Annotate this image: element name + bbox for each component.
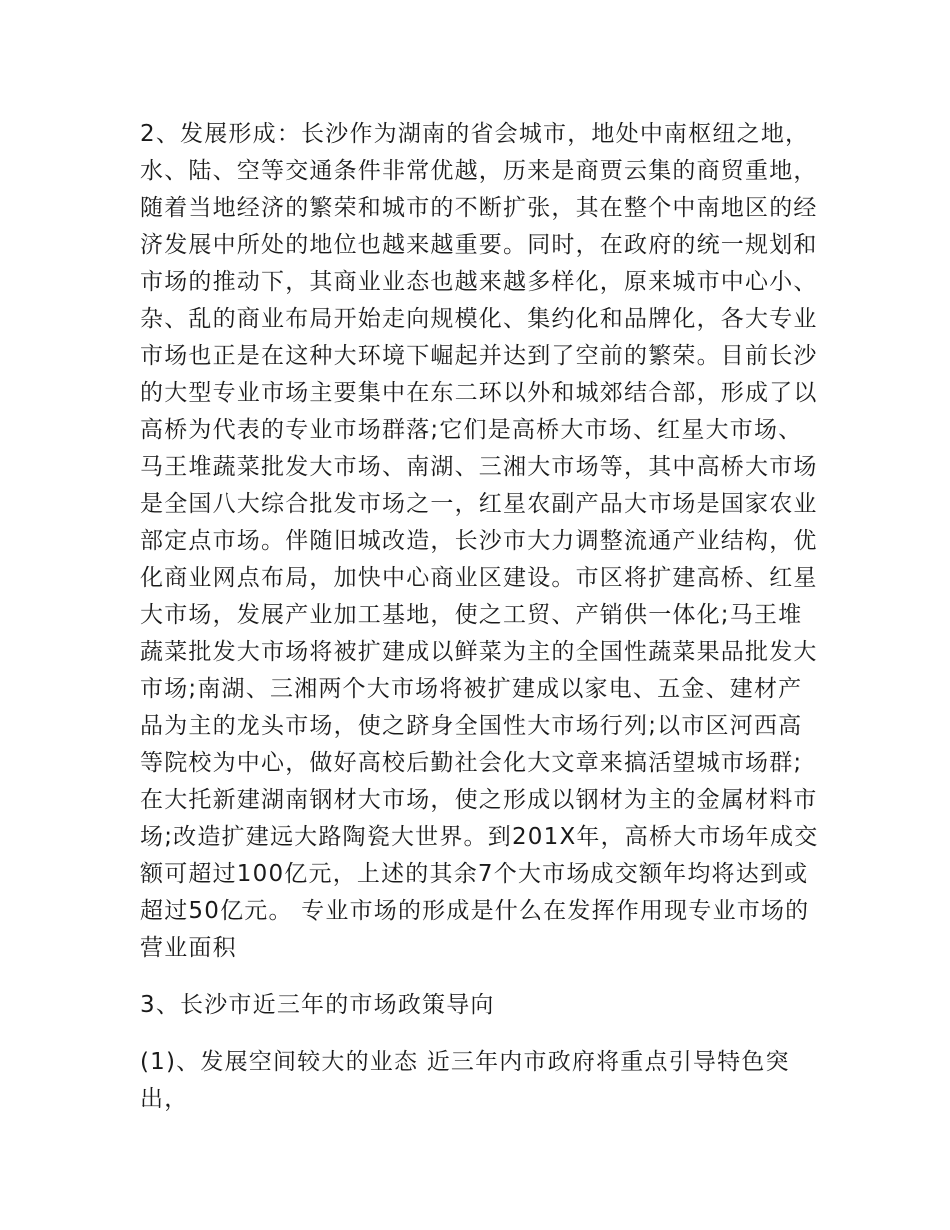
paragraph-growth-formats: (1)、发展空间较大的业态 近三年内市政府将重点引导特色突出， <box>140 1049 790 1112</box>
section-heading-market-policy: 3、长沙市近三年的市场政策导向 <box>140 992 495 1018</box>
document-body <box>140 116 820 1118</box>
paragraph-development-formation: 2、发展形成：长沙作为湖南的省会城市，地处中南枢纽之地，水、陆、空等交通条件非常优越，历来是商贾云集的商贸重地，随着当地经济的繁荣和城市的不断扩张，其在整个中南地区的经济发展中所处的地位也越来越重要。同时，在政府的统一规划和市场的推动下，其商业业态也越来越多样化，原来城市中心小、杂、乱的商业布局开始走向规模化、集约化和品牌化，各大专业市场也正是在这种大环境下崛起并达到了空前的繁荣。目前长沙的大型专业市场主要集中在东二环以外和城郊结合部，形成了以高桥为代表的专业市场群落;它们是高桥大市场、红星大市场、马王堆蔬菜批发大市场、南湖、三湘大市场等，其中高桥大市场是全国八大综合批发市场之一，红星农副产品大市场是国家农业部定点市场。伴随旧城改造，长沙市大力调整流通产业结构，优化商业网点布局，加快中心商业区建设。市区将扩建高桥、红星大市场，发展产业加工基地，使之工贸、产销供一体化;马王堆蔬菜批发大市场将被扩建成以鲜菜为主的全国性蔬菜果品批发大市场;南湖、三湘两个大市场将被扩建成以家电、五金、建材产品为主的龙头市场，使之跻身全国性大市场行列;以市区河西高等院校为中心，做好高校后勤社会化大文章来搞活望城市场群;在大托新建湖南钢材大市场，使之形成以钢材为主的金属材料市场;改造扩建远大路陶瓷大世界。到201X年，高桥大市场年成交额可超过100亿元，上述的其余7个大市场成交额年均将达到或超过50亿元。 专业市场的形成是什么在发挥作用现专业市场的营业面积 <box>140 121 819 961</box>
